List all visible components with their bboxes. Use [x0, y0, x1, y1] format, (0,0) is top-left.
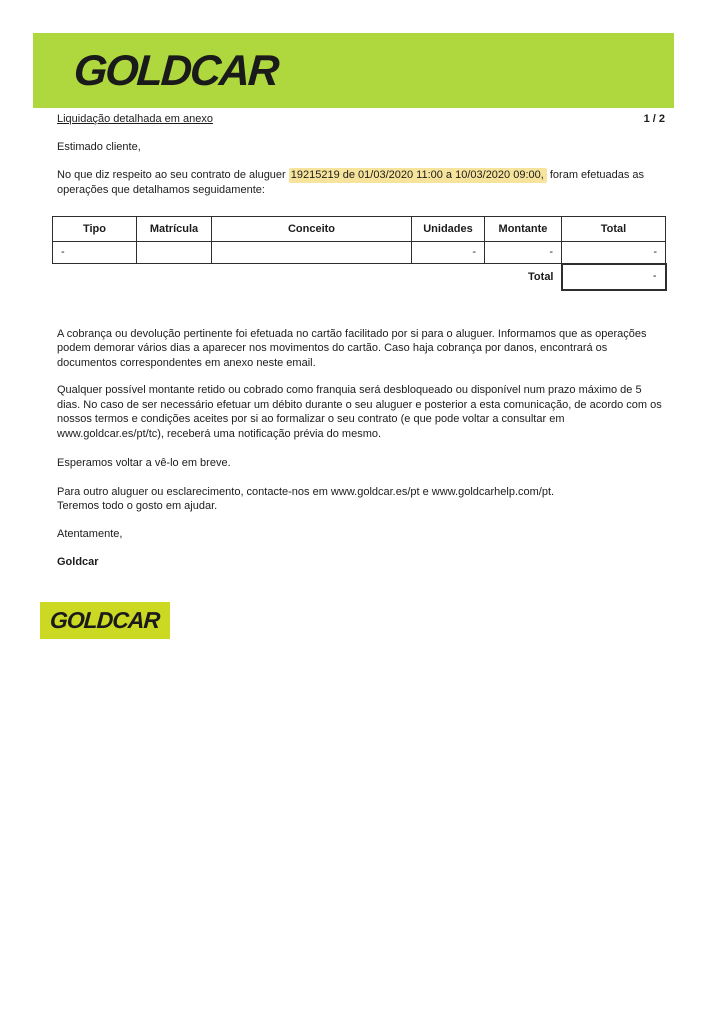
total-row: [53, 264, 666, 290]
total-label: Total: [528, 270, 554, 283]
contact-line-2: Teremos todo o gosto em ajudar.: [57, 500, 218, 512]
paragraph-see-you: Esperamos voltar a vê-lo em breve.: [57, 457, 231, 469]
paragraph-deposit-info: Qualquer possível montante retido ou cobrado como franquia será desbloqueado ou disponível num prazo máximo de 5 dias. No caso de ser necessário efetuar um débito durante o seu aluguer e posterior a esta comunicação, de acordo com os nossos termos e condições aceites por si ao formalizar o seu contrato (e que pode voltar a consultar em www.goldcar.es/pt/tc), receberá uma notificação prévia do mesmo.: [57, 384, 662, 440]
cell-matricula: [137, 242, 212, 264]
goldcar-footer-logo-text: GOLDCAR: [49, 606, 161, 633]
letter-body: [57, 140, 665, 570]
col-header-tipo: Tipo: [53, 217, 137, 242]
contact-line-1: Para outro aluguer ou esclarecimento, contacte-nos em www.goldcar.es/pt e www.goldcarhelp.com/pt.: [57, 485, 555, 498]
meta-row: [57, 112, 665, 127]
paragraph-charge-info: A cobrança ou devolução pertinente foi efetuada no cartão facilitado por si para o aluguer. Informamos que as operações podem demorar vários dias a aparecer nos movimentos do cartão. Caso haja cobrança por danos, encontrará os documentos correspondentes em anexo neste email.: [57, 327, 647, 369]
col-header-unidades: Unidades: [412, 217, 485, 242]
subject-line: Liquidação detalhada em anexo: [57, 113, 213, 125]
signoff: Atentamente,: [57, 527, 123, 540]
cell-tipo: -: [53, 242, 137, 264]
col-header-total: Total: [562, 217, 666, 242]
document-page: [0, 33, 707, 639]
contract-period-highlight: 19215219 de 01/03/2020 11:00 a 10/03/2020 09:00,: [289, 168, 547, 183]
intro-suffix: foram efetuadas as operações que detalhamos seguidamente:: [57, 169, 645, 196]
signature: Goldcar: [57, 556, 99, 568]
intro-prefix: No que diz respeito ao seu contrato de aluguer: [57, 169, 289, 181]
goldcar-footer-logo: [40, 602, 170, 639]
col-header-conceito: Conceito: [212, 217, 412, 242]
paragraph-contact: [57, 485, 665, 514]
operations-table: [52, 216, 667, 291]
col-header-matricula: Matrícula: [137, 217, 212, 242]
table-header-row: [53, 217, 666, 242]
page-number: 1 / 2: [643, 113, 665, 125]
cell-unidades: -: [412, 242, 485, 264]
total-value: -: [562, 264, 666, 290]
cell-total: -: [562, 242, 666, 264]
col-header-montante: Montante: [485, 217, 562, 242]
cell-montante: -: [485, 242, 562, 264]
intro-paragraph: [57, 168, 665, 197]
cell-conceito: [212, 242, 412, 264]
salutation: Estimado cliente,: [57, 140, 141, 153]
table-row: [53, 242, 666, 264]
goldcar-logo: GOLDCAR: [72, 47, 280, 96]
header-banner: [33, 33, 674, 108]
